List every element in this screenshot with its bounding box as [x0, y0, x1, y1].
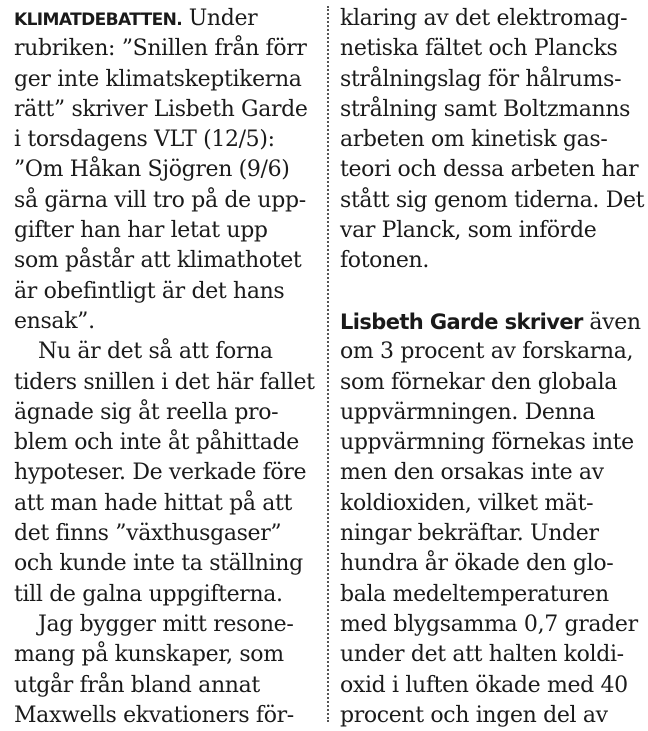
text-line: strålningslag för hålrums- [340, 66, 622, 92]
text-line: klaring av det elektromag- [340, 6, 628, 31]
left-column [14, 4, 320, 731]
text-line: med blygsamma 0,7 grader [340, 611, 638, 637]
text-line: är obefintligt är det hans [14, 278, 285, 304]
paragraph-gap [340, 277, 640, 307]
text-line: hundra år ökade den glo- [340, 551, 614, 577]
text-line: stått sig genom tiderna. Det [340, 187, 645, 213]
text-line: ägnade sig åt reella pro- [14, 399, 279, 425]
text-line: fotonen. [340, 248, 430, 274]
text-line: netiska fältet och Plancks [340, 36, 618, 62]
text-line: ningar bekräftar. Under [340, 521, 599, 547]
text-line: oxid i luften ökade med 40 [340, 672, 628, 698]
right-column [340, 4, 645, 731]
text-line: ensak”. [14, 308, 95, 334]
text-line: uppvärmning förnekas inte [340, 430, 634, 456]
paragraph-start-line: Jag bygger mitt resone- [38, 611, 294, 637]
text-line: men den orsakas inte av [340, 460, 604, 486]
text-line: tiders snillen i det här fallet [14, 369, 315, 395]
text-line: ger inte klimatskeptikerna [14, 66, 302, 92]
text-line: Maxwells ekvationers för- [14, 702, 294, 728]
text-line: koldioxiden, vilket mät- [340, 490, 594, 516]
paragraph-start-line: Nu är det så att forna [38, 339, 273, 365]
text-line: uppvärmningen. Denna [340, 399, 596, 425]
text-line: blem och inte åt påhittade [14, 430, 299, 456]
text-line: så gärna vill tro på de upp- [14, 187, 306, 213]
text-line: teori och dessa arbeten har [340, 157, 639, 183]
text-line: gifter han har letat upp [14, 218, 268, 244]
text-line: under det att halten koldi- [340, 642, 624, 668]
column-divider [327, 6, 329, 722]
text-line: i torsdagens VLT (12/5): [14, 127, 275, 153]
text-line: och kunde inte ta ställning [14, 551, 303, 577]
text-line: Lisbeth Garde skriver även [340, 309, 641, 335]
text-line: procent och ingen del av [340, 702, 608, 728]
text-line: rubriken: ”Snillen från förr [14, 36, 307, 62]
text-line: utgår från bland annat [14, 672, 260, 698]
text-line: rätt” skriver Lisbeth Garde [14, 96, 308, 122]
text-line: till de galna uppgifterna. [14, 581, 283, 607]
text-line: bala medeltemperaturen [340, 581, 609, 607]
text-line: att man hade hittat på att [14, 490, 293, 516]
text-line: det finns ”växthusgaser” [14, 521, 282, 547]
text-line: var Planck, som införde [340, 218, 597, 244]
section-kicker: KLIMATDEBATTEN. [14, 10, 183, 30]
text-line: som förnekar den globala [340, 369, 618, 395]
paragraph-kicker: Lisbeth Garde skriver [340, 309, 583, 334]
text-line: som påstår att klimathotet [14, 248, 302, 274]
text-line: om 3 procent av forskarna, [340, 339, 634, 365]
text-line: hypoteser. De verkade före [14, 460, 307, 486]
text-line: mang på kunskaper, som [14, 642, 284, 668]
text-line: arbeten om kinetisk gas- [340, 127, 608, 153]
text-line: ”Om Håkan Sjögren (9/6) [14, 157, 290, 183]
text-line: KLIMATDEBATTEN. Under [14, 6, 258, 31]
text-line: strålning samt Boltzmanns [340, 96, 631, 122]
